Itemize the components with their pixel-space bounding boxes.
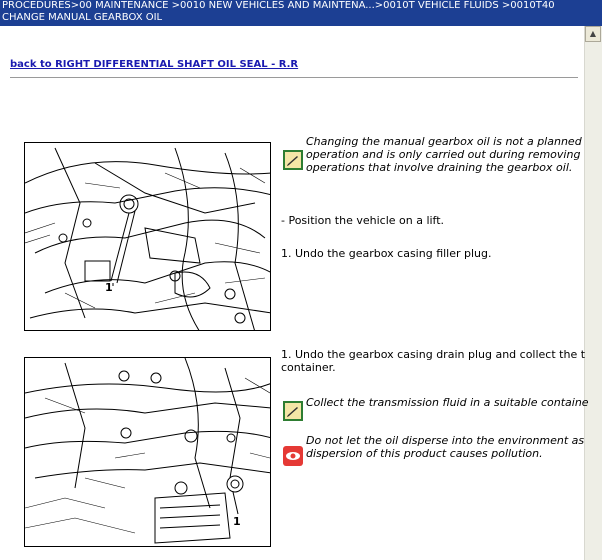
step-position-vehicle: - Position the vehicle on a lift. xyxy=(281,214,445,227)
filler-plug-drawing xyxy=(25,143,271,331)
callout-number: 1 xyxy=(233,515,241,528)
note-text-line: operations that involve draining the gearbox oil. xyxy=(306,161,573,174)
back-link[interactable]: back to RIGHT DIFFERENTIAL SHAFT OIL SEAL - R.R xyxy=(10,59,299,70)
callout-number: 1 xyxy=(105,281,113,294)
header-bar xyxy=(0,0,602,26)
step-undo-drain-plug: 1. Undo the gearbox casing drain plug and collect the t xyxy=(281,348,586,361)
scroll-up-arrow-icon[interactable]: ▲ xyxy=(585,26,601,42)
breadcrumb[interactable]: PROCEDURES>00 MAINTENANCE >0010 NEW VEHICLES AND MAINTENA...>0010T VEHICLE FLUIDS >0010T40 xyxy=(2,0,555,11)
step-undo-filler-plug: 1. Undo the gearbox casing filler plug. xyxy=(281,247,492,260)
note-text-line: operation and is only carried out during removing xyxy=(306,148,581,161)
warning-text-line: dispersion of this product causes pollution. xyxy=(306,447,543,460)
gearbox-filler-plug-illustration xyxy=(24,142,271,331)
note-icon xyxy=(283,401,303,421)
note-text-line: Collect the transmission fluid in a suitable containe xyxy=(306,396,589,409)
drain-plug-drawing xyxy=(25,358,271,547)
gearbox-drain-plug-illustration xyxy=(24,357,271,547)
page-title: CHANGE MANUAL GEARBOX OIL xyxy=(2,12,163,23)
eye-warning-icon xyxy=(283,446,303,466)
note-icon xyxy=(283,150,303,170)
note-text-line: Changing the manual gearbox oil is not a planned xyxy=(306,135,582,148)
warning-text-line: Do not let the oil disperse into the environment as xyxy=(306,434,585,447)
step-undo-drain-plug-cont: container. xyxy=(281,361,336,374)
vertical-scrollbar[interactable] xyxy=(584,26,602,560)
divider xyxy=(10,77,578,78)
